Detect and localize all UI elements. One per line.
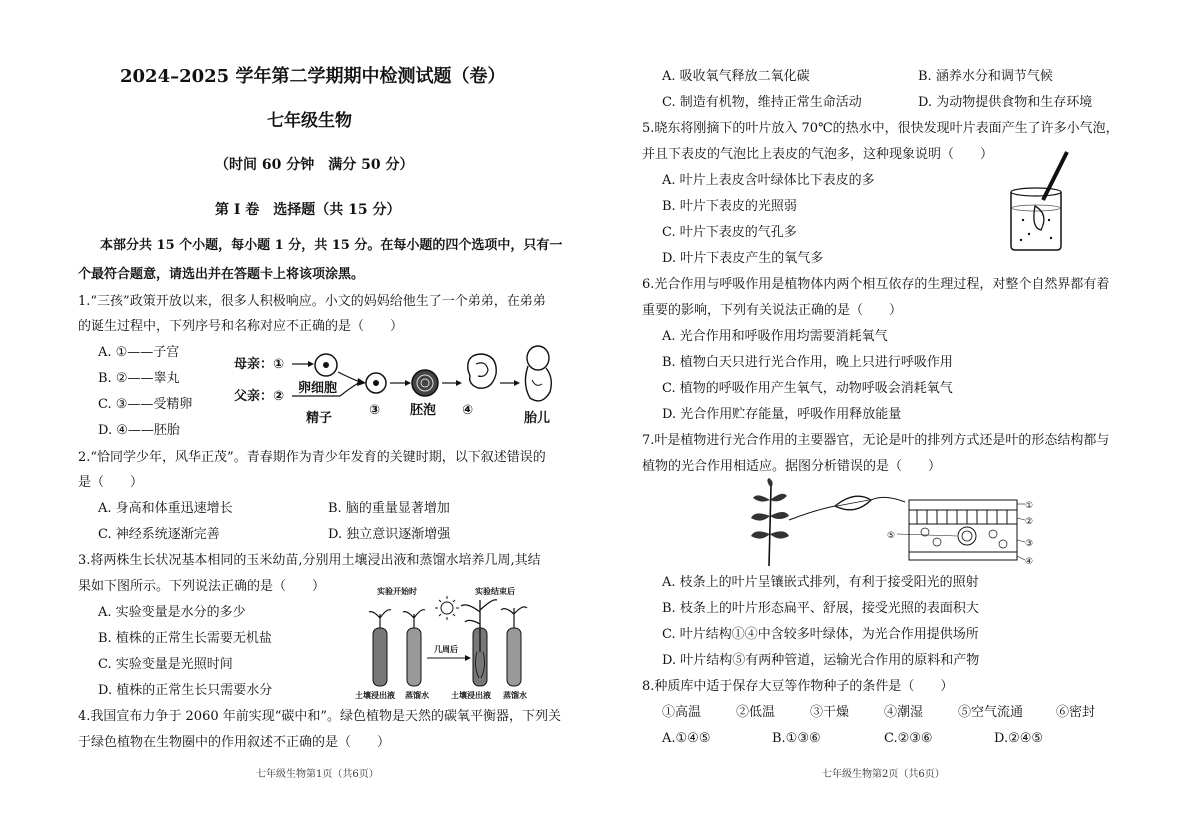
tube-soil-start — [373, 628, 387, 686]
q1-option-a[interactable]: A. ①——子宫 — [98, 345, 180, 360]
instructions-line1: 本部分共 15 个小题，每小题 1 分，共 15 分。在每小题的四个选项中，只有一 — [100, 238, 563, 253]
exam-title: 2024–2025 学年第二学期期中检测试题（卷） — [120, 66, 506, 87]
q8-option-c[interactable]: C.②③⑥ — [884, 731, 933, 746]
label-3: ③ — [1025, 539, 1034, 549]
q8-condition-6: ⑥密封 — [1056, 705, 1096, 720]
q6-stem-1: 6.光合作用与呼吸作用是植物体内两个相互依存的生理过程，对整个自然界都有着 — [642, 277, 1110, 292]
beaker-icon — [1011, 192, 1061, 250]
blastocyst-label: 胚泡 — [410, 403, 437, 418]
embryo-icon — [468, 354, 496, 388]
q2-stem-1: 2.“恰同学少年，风华正茂”。青春期作为青少年发育的关键时期，以下叙述错误的 — [78, 450, 546, 465]
q1-reproduction-diagram — [230, 340, 560, 450]
subject-title: 七年级生物 — [267, 111, 352, 131]
q6-option-d[interactable]: D. 光合作用贮存能量，呼吸作用释放能量 — [662, 407, 902, 422]
label-1: ① — [1025, 501, 1034, 511]
q3-option-a[interactable]: A. 实验变量是水分的多少 — [98, 605, 246, 620]
q4-stem-2: 于绿色植物在生物圈中的作用叙述不正确的是（ ） — [78, 735, 391, 750]
q6-option-c[interactable]: C. 植物的呼吸作用产生氧气，动物呼吸会消耗氧气 — [662, 381, 953, 396]
q1-option-c[interactable]: C. ③——受精卵 — [98, 397, 193, 412]
weeks-label: 几周后 — [434, 645, 458, 654]
sun-icon — [435, 596, 459, 620]
q8-condition-5: ⑤空气流通 — [958, 705, 1024, 720]
label-5: ⑤ — [887, 531, 896, 541]
q8-option-d[interactable]: D.②④⑤ — [994, 731, 1044, 746]
q7-option-c[interactable]: C. 叶片结构①④中含较多叶绿体，为光合作用提供场所 — [662, 627, 979, 642]
q4-stem-1: 4.我国宣布力争于 2060 年前实现“碳中和”。绿色植物是天然的碳氧平衡器，下列关 — [78, 709, 562, 724]
forceps-icon — [1043, 152, 1067, 200]
soil-label-1: 土壤浸出液 — [355, 691, 395, 700]
fetus-label: 胎儿 — [524, 411, 551, 426]
sperm-label: 精子 — [306, 411, 333, 426]
father-label: 父亲：② — [234, 389, 285, 404]
q4-option-a[interactable]: A. 吸收氧气释放二氧化碳 — [662, 69, 810, 84]
soil-label-2: 土壤浸出液 — [451, 691, 491, 700]
q8-stem: 8.种质库中适于保存大豆等作物种子的条件是（ ） — [642, 679, 954, 694]
q8-condition-1: ①高温 — [662, 705, 702, 720]
footer-left: 七年级生物第1页（共6页） — [256, 769, 379, 780]
q3-option-d[interactable]: D. 植株的正常生长只需要水分 — [98, 683, 273, 698]
section-title: 第 Ⅰ 卷 选择题（共 15 分） — [215, 202, 401, 218]
q5-option-a[interactable]: A. 叶片上表皮含叶绿体比下表皮的多 — [662, 173, 875, 188]
q1-option-b[interactable]: B. ②——睾丸 — [98, 371, 180, 386]
fetus-icon — [527, 346, 549, 370]
q7-option-a[interactable]: A. 枝条上的叶片呈镶嵌式排列，有利于接受阳光的照射 — [662, 575, 979, 590]
q6-option-a[interactable]: A. 光合作用和呼吸作用均需要消耗氧气 — [662, 329, 888, 344]
q4-option-b[interactable]: B. 涵养水分和调节气候 — [918, 69, 1053, 84]
q2-stem-2: 是（ ） — [78, 475, 144, 490]
q2-option-b[interactable]: B. 脑的重量显著增加 — [328, 501, 450, 516]
blastocyst-icon — [412, 370, 438, 396]
q1-stem-1: 1.“三孩”政策开放以来，很多人积极响应。小文的妈妈给他生了一个弟弟，在弟弟 — [78, 294, 546, 309]
page-right — [600, 0, 1200, 834]
egg-label: 卵细胞 — [298, 381, 338, 396]
instructions-line2: 个最符合题意，请选出并在答题卡上将该项涂黑。 — [78, 267, 365, 282]
q5-option-d[interactable]: D. 叶片下表皮产生的氧气多 — [662, 251, 824, 266]
time-score: （时间 60 分钟 满分 50 分） — [215, 157, 414, 173]
end-label: 实验结束后 — [475, 587, 515, 596]
mother-label: 母亲：① — [234, 357, 285, 372]
branch-icon — [751, 478, 789, 566]
q3-option-c[interactable]: C. 实验变量是光照时间 — [98, 657, 233, 672]
q7-stem-1: 7.叶是植物进行光合作用的主要器官，无论是叶的排列方式还是叶的形态结构都与 — [642, 433, 1110, 448]
leaf-cross-section-icon — [909, 500, 1017, 560]
start-label: 实验开始时 — [377, 587, 417, 596]
q3-seedling-diagram — [355, 582, 555, 702]
q2-option-a[interactable]: A. 身高和体重迅速增长 — [98, 501, 233, 516]
tube-water-end — [507, 628, 521, 686]
zygote-number: ③ — [369, 403, 381, 418]
q6-option-b[interactable]: B. 植物白天只进行光合作用，晚上只进行呼吸作用 — [662, 355, 953, 370]
leaf-icon — [1034, 206, 1044, 230]
q8-option-a[interactable]: A.①④⑤ — [662, 731, 711, 746]
q5-stem-1: 5.晓东将刚摘下的叶片放入 70℃的热水中，很快发现叶片表面产生了许多小气泡， — [642, 121, 1119, 136]
q1-option-d[interactable]: D. ④——胚胎 — [98, 423, 180, 438]
q8-condition-4: ④潮湿 — [884, 705, 924, 720]
q2-option-c[interactable]: C. 神经系统逐渐完善 — [98, 527, 220, 542]
q7-leaf-diagram — [745, 480, 1034, 570]
tube-water-start — [407, 628, 421, 686]
q7-option-d[interactable]: D. 叶片结构⑤有两种管道，运输光合作用的原料和产物 — [662, 653, 980, 668]
q4-option-c[interactable]: C. 制造有机物，维持正常生命活动 — [662, 95, 862, 110]
q6-stem-2: 重要的影响，下列有关说法正确的是（ ） — [642, 303, 903, 318]
q3-stem-2: 果如下图所示。下列说法正确的是（ ） — [78, 579, 326, 594]
q5-option-b[interactable]: B. 叶片下表皮的光照弱 — [662, 199, 797, 214]
q8-condition-2: ②低温 — [736, 705, 776, 720]
q2-option-d[interactable]: D. 独立意识逐渐增强 — [328, 527, 451, 542]
q3-stem-1: 3.将两株生长状况基本相同的玉米幼苗,分别用土壤浸出液和蒸馏水培养几周,其结 — [78, 553, 541, 568]
q4-option-d[interactable]: D. 为动物提供食物和生存环境 — [918, 95, 1093, 110]
q8-option-b[interactable]: B.①③⑥ — [772, 731, 821, 746]
q5-beaker-diagram — [1005, 150, 1085, 255]
footer-right: 七年级生物第2页（共6页） — [822, 769, 945, 780]
q1-stem-2: 的诞生过程中，下列序号和名称对应不正确的是（ ） — [78, 319, 404, 334]
water-label-2: 蒸馏水 — [503, 691, 527, 700]
q5-stem-2: 并且下表皮的气泡比上表皮的气泡多，这种现象说明（ ） — [642, 147, 994, 162]
water-label-1: 蒸馏水 — [405, 691, 429, 700]
q7-stem-2: 植物的光合作用相适应。据图分析错误的是（ ） — [642, 459, 942, 474]
q8-condition-3: ③干燥 — [810, 705, 850, 720]
label-4: ④ — [1025, 557, 1034, 567]
label-2: ② — [1025, 517, 1034, 527]
q3-option-b[interactable]: B. 植株的正常生长需要无机盐 — [98, 631, 272, 646]
q7-option-b[interactable]: B. 枝条上的叶片形态扁平、舒展，接受光照的表面积大 — [662, 601, 979, 616]
q5-option-c[interactable]: C. 叶片下表皮的气孔多 — [662, 225, 797, 240]
embryo-number: ④ — [462, 403, 474, 418]
